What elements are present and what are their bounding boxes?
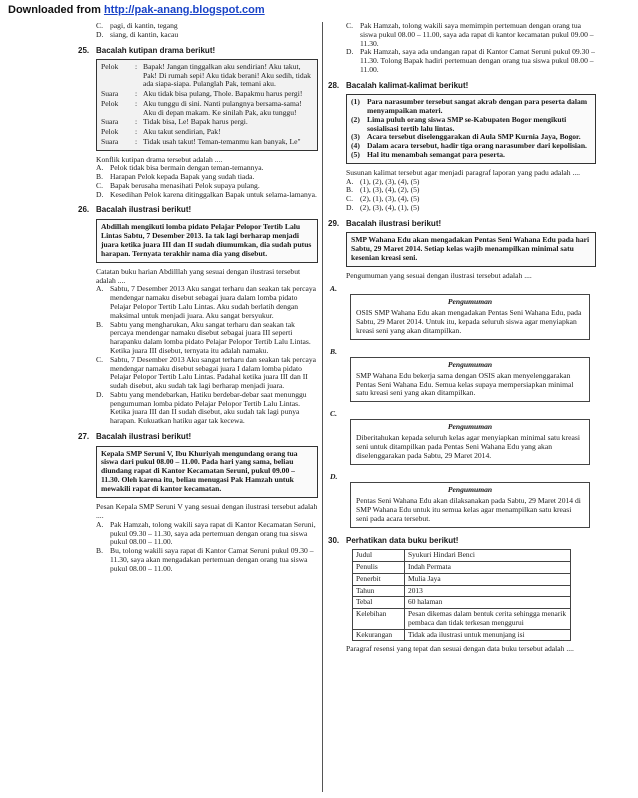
q28-sentence <box>351 116 591 134</box>
option-letter: D. <box>346 202 354 212</box>
q28-options <box>328 178 596 213</box>
book-field-label: Judul <box>353 550 405 562</box>
book-data-row <box>353 550 571 562</box>
option-letter: C. <box>96 180 103 190</box>
book-data-row <box>353 562 571 574</box>
option-text: pagi, di kantin, tegang <box>110 21 178 30</box>
book-data-row <box>353 629 571 641</box>
dialog-colon: : <box>135 62 138 72</box>
option-letter: B. <box>96 172 103 182</box>
option-text: Bu, tolong wakili saya rapat di Kantor Camat Seruni pukul 09.30 – 11.30, saya akan mengadakan pertemuan dengan orang tua siswa pukul 08.00 – 11.00. <box>110 546 314 573</box>
download-banner <box>8 4 265 16</box>
option-text: Pak Hamzah, saya ada undangan rapat di Kantor Camat Seruni pukul 09.30 – 11.30. Tolong Bapak hadiri pertemuan dengan orang tua siswa pukul 08.00 – 11.00. <box>360 47 595 74</box>
q29-illustration-text: SMP Wahana Edu akan mengadakan Pentas Seni Wahana Edu pada hari Sabtu, 29 Maret 2014. Setiap kelas wajib menampilkan minimal satu kesenian kreasi seni. <box>351 235 590 263</box>
q28-option <box>346 204 596 213</box>
q30-question: Paragraf resensi yang tepat dan sesuai dengan data buku tersebut adalah .... <box>346 644 574 654</box>
q29-options <box>328 285 596 528</box>
q27-number: 27. <box>78 432 90 442</box>
option-letter: D. <box>96 29 104 39</box>
q26-option <box>96 356 318 391</box>
q26-heading <box>78 205 318 214</box>
speaker-name: Suara <box>101 117 119 127</box>
q29-announcement-box <box>350 419 590 465</box>
announcement-title: Pengumuman <box>447 485 493 495</box>
sentence-number: (3) <box>351 132 360 142</box>
q29-announcement-box <box>350 482 590 528</box>
q28-number: 28. <box>328 80 340 90</box>
dialog-colon: : <box>135 136 138 146</box>
q26-option <box>96 391 318 426</box>
dialog-colon: : <box>135 89 138 99</box>
q27-heading <box>78 432 318 441</box>
q26-option <box>96 285 318 320</box>
q27-illustration-text: Kepala SMP Seruni V, Ibu Khuriyah mengundang orang tua siswa dari pukul 08.00 – 11.00. Pada hari yang sama, beliau diundang rapat di Kantor Kecamatan Seruni, pukul 09.00 – 11.30. Oleh karena itu, beliau menugasi Pak Hamzah untuk mewakili rapat di kantor kecamatan. <box>101 448 298 494</box>
q24-remaining-options <box>78 22 318 40</box>
book-data-row <box>353 585 571 597</box>
sentence-number: (2) <box>351 114 360 124</box>
q25-options <box>78 164 318 199</box>
sentence-text: Lima puluh orang siswa SMP se-Kabupaten Bogor mengikuti sosialisasi tertib lalu lintas. <box>367 114 567 133</box>
option-text: Sabtu, 7 Desember 2013 Aku sangat terharu dan seakan tak percaya mendengar namaku disebut sebagai juara dalam lomba pidato Pelajar Pelopor Tertib Lalu Lintas. Aku sudah berlatih dengan maksimal untuk menjadi juara. Aku sangat bersyukur. <box>110 284 317 320</box>
q27-title: Bacalah ilustrasi berikut! <box>96 432 192 442</box>
book-field-value: Pesan dikemas dalam bentuk cerita sehingga menarik pembaca dan tidak terkesan menggurui <box>405 609 571 629</box>
q25-option <box>96 191 318 200</box>
right-column <box>328 22 596 654</box>
announcement-text: Diberitahukan kepada seluruh kelas agar menyiapkan minimal satu kreasi seni untuk ditampilkan pada Pentas Seni Wahana Edu yang akan diselenggarakan pada Sabtu, 29 Maret 2014. <box>356 433 580 461</box>
q27-cont-option <box>346 22 596 48</box>
q25-title: Bacalah kutipan drama berikut! <box>96 45 216 55</box>
sentence-number: (5) <box>351 150 360 159</box>
book-field-value: 2013 <box>405 585 571 597</box>
dialog-line: Aku tunggu di sini. Nanti pulangnya bersama-sama! Aku di depan makam. Ke sinilah Pak, aku tunggu! <box>143 98 302 117</box>
option-text: Kesedihan Pelok karena ditinggalkan Bapak untuk selama-lamanya. <box>110 189 317 199</box>
option-text: (2), (1), (3), (4), (5) <box>360 194 420 204</box>
speaker-name: Suara <box>101 89 119 99</box>
sentence-text: Dalam acara tersebut, hadir tiga orang narasumber dari kepolisian. <box>367 141 587 151</box>
book-field-label: Kelebihan <box>353 609 405 629</box>
q28-sentence <box>351 151 591 160</box>
q26-option <box>96 321 318 356</box>
drama-dialog <box>101 63 313 146</box>
option-text: Pak Hamzah, tolong wakili saya rapat di Kantor Kecamatan Seruni, pukul 09.30 – 11.30, saya ada pertemuan dengan orang tua siswa pukul 08.00 – 11.00. <box>110 519 316 547</box>
announcement-text: SMP Wahana Edu bekerja sama dengan OSIS akan menyelenggarakan Pentas Seni Wahana Edu. Semua kelas supaya mempersiapkan minimal satu kreasi seni yang akan ditampilkan. <box>356 370 574 398</box>
q27-remaining-options <box>328 22 596 75</box>
q28-question: Susunan kalimat tersebut agar menjadi paragraf laporan yang padu adalah .... <box>346 167 581 177</box>
q29-option-letter: B. <box>330 346 337 356</box>
q28-title: Bacalah kalimat-kalimat berikut! <box>346 80 469 90</box>
column-divider <box>322 22 323 792</box>
q29-illustration-box <box>346 232 596 267</box>
q25-heading <box>78 46 318 55</box>
announcement-text: Pentas Seni Wahana Edu akan dilaksanakan pada Sabtu, 29 Maret 2014 di SMP Wahana Edu untuk itu semua kelas agar menampilkan satu kreasi seni pada acara tersebut. <box>356 496 581 523</box>
q27-question: Pesan Kepala SMP Seruni V yang sesuai dengan ilustrasi tersebut adalah .... <box>96 502 318 521</box>
option-text: siang, di kantin, kacau <box>110 29 179 39</box>
book-field-label: Penerbit <box>353 573 405 585</box>
option-letter: D. <box>346 47 354 57</box>
q30-title: Perhatikan data buku berikut! <box>346 535 459 545</box>
q28-sentences-box <box>346 94 596 164</box>
q29-announcement-box <box>350 294 590 340</box>
book-field-label: Tahun <box>353 585 405 597</box>
q25-question: Konflik kutipan drama tersebut adalah .... <box>96 154 223 164</box>
option-letter: B. <box>346 185 353 195</box>
option-letter: A. <box>346 176 354 186</box>
book-field-value: Tidak ada ilustrasi untuk menunjang isi <box>405 629 571 641</box>
option-text: (1), (3), (4), (2), (5) <box>360 185 420 195</box>
book-data-row <box>353 573 571 585</box>
dialog-line: Tidak bisa, Le! Bapak harus pergi. <box>143 117 248 127</box>
q29-option-letter: A. <box>330 283 337 293</box>
q25-drama-box <box>96 59 318 150</box>
option-text: Sabtu yang mengharukan, Aku sangat terharu dan seakan tak percaya mendengar namaku disebut sebagai juara III seperti harapanku dalam lomba pidato Pelajar Pelopor Tertib Lalu Lintas. Ketika juara III disebut, ternyata itu adalah namaku. <box>110 319 311 355</box>
option-letter: A. <box>96 519 104 529</box>
option-letter: C. <box>96 354 103 364</box>
option-text: (2), (3), (4), (1), (5) <box>360 202 420 212</box>
book-field-label: Tebal <box>353 597 405 609</box>
dialog-line: Bapak! Jangan tinggalkan aku sendirian! Aku takut, Pak! Di rumah sepi! Aku tidak berani! Aku sedih, tidak ada siapa-siapa. Pulanglah Pak, temani aku. <box>143 62 311 89</box>
dialog-line: Aku tidak bisa pulang, Thole. Bapakmu harus pergi! <box>143 89 303 99</box>
exam-page <box>78 22 598 792</box>
dialog-colon: : <box>135 98 138 108</box>
dialog-colon: : <box>135 117 138 127</box>
q26-illustration-text: Abdillah mengikuti lomba pidato Pelajar Pelopor Tertib Lalu Lintas Sabtu, 7 Desember 2013. Ia tak lagi berharap menjadi juara ketika juara III dan II sudah diumumkan, dia sudah putus harapan. Ternyata terakhir nama dia yang disebut. <box>101 221 312 258</box>
option-letter: D. <box>96 189 104 199</box>
book-data-row <box>353 597 571 609</box>
q29-announcement-box <box>350 357 590 403</box>
q27-options <box>78 521 318 574</box>
option-text: Sabtu yang mendebarkan, Hatiku berdebar-debar saat menunggu pengumuman lomba pidato Pelajar Pelopor Tertib Lalu Lintas. Ketika juara III dan II sudah disebut, aku sudah tak lagi punya harapan. Kukuatkan hatiku agar tak kecewa. <box>110 389 307 426</box>
book-field-value: 60 halaman <box>405 597 571 609</box>
download-link[interactable]: http://pak-anang.blogspot.com <box>103 4 265 16</box>
option-letter: B. <box>96 546 103 556</box>
dialog-colon: : <box>135 127 138 137</box>
book-field-label: Kekurangan <box>353 629 405 641</box>
q26-question: Catatan buku harian Abdilllah yang sesuai dengan ilustrasi tersebut adalah .... <box>96 266 301 285</box>
book-field-value: Mulia Jaya <box>405 573 571 585</box>
dialog-line: Tidak usah takut! Teman-temanmu kan banyak, Le" <box>143 136 301 146</box>
book-field-value: Indah Permata <box>405 562 571 574</box>
q30-number: 30. <box>328 535 340 545</box>
book-data-row <box>353 609 571 629</box>
q27-cont-option <box>346 48 596 74</box>
q26-title: Bacalah ilustrasi berikut! <box>96 205 192 215</box>
speaker-name: Pelok <box>101 98 119 108</box>
q29-option-letter: D. <box>330 472 338 482</box>
q29-title: Bacalah ilustrasi berikut! <box>346 218 442 228</box>
q26-number: 26. <box>78 205 90 215</box>
q25-number: 25. <box>78 45 90 55</box>
q29-question: Pengumuman yang sesuai dengan ilustrasi tersebut adalah .... <box>346 271 532 281</box>
sentence-text: Acara tersebut diselenggarakan di Aula SMP Kurnia Jaya, Bogor. <box>367 132 581 142</box>
book-field-value: Syukuri Hindari Benci <box>405 550 571 562</box>
option-letter: A. <box>96 284 104 294</box>
q29-option-letter: C. <box>330 409 337 419</box>
option-letter: B. <box>96 319 103 329</box>
option-letter: C. <box>346 194 353 204</box>
q28-sentence-list <box>351 98 591 160</box>
option-text: (1), (2), (3), (4), (5) <box>360 176 420 186</box>
speaker-name: Pelok <box>101 62 119 72</box>
q30-heading <box>328 536 596 545</box>
option-text: Sabtu, 7 Desember 2013 Aku sangat terharu dan seakan tak percaya mendengar namaku disebut sebagai juara I dalam lomba pidato Pelajar Pelopor Tertib Lalu Lintas. Padahal ketika juara III dan II sudah disebut, aku sudah tak lagi berharap menjadi juara. <box>110 354 317 391</box>
sentence-number: (1) <box>351 97 360 107</box>
announcement-title: Pengumuman <box>447 296 493 306</box>
q27-option <box>96 547 318 573</box>
q27-option <box>96 521 318 547</box>
sentence-number: (4) <box>351 141 360 151</box>
option-text: Pelok tidak bisa bermain dengan teman-temannya. <box>110 163 264 173</box>
q29-number: 29. <box>328 218 340 228</box>
option-letter: C. <box>346 21 353 30</box>
q26-options <box>78 285 318 426</box>
book-field-label: Penulis <box>353 562 405 574</box>
q26-illustration-box <box>96 219 318 263</box>
q27-illustration-box <box>96 446 318 499</box>
q28-sentence <box>351 98 591 116</box>
q29-heading <box>328 219 596 228</box>
option-text: Bapak berusaha menasihati Pelok supaya pulang. <box>110 180 260 190</box>
q24-option <box>96 31 318 40</box>
sentence-text: Hal itu menambah semangat para peserta. <box>367 150 505 159</box>
option-text: Harapan Pelok kepada Bapak yang sudah tiada. <box>110 172 255 182</box>
speaker-name: Pelok <box>101 127 119 137</box>
announcement-title: Pengumuman <box>447 422 493 432</box>
announcement-title: Pengumuman <box>447 359 493 369</box>
book-data-table <box>352 549 571 641</box>
sentence-text: Para narasumber tersebut sangat akrab dengan para peserta dalam menyampaikan materi. <box>367 97 588 116</box>
option-letter: C. <box>96 21 103 30</box>
option-text: Pak Hamzah, tolong wakili saya memimpin pertemuan dengan orang tua siswa pukul 08.00 – 11.00, saya ada rapat di kantor kecamatan pukul 09.00 – 11.30. <box>360 21 594 48</box>
announcement-text: OSIS SMP Wahana Edu akan mengadakan Pentas Seni Wahana Edu, pada Sabtu, 29 Maret 2014. Untuk itu, kepada seluruh siswa agar menyiapkan kreasi seni yang akan ditampilkan. <box>356 307 582 335</box>
option-letter: A. <box>96 163 104 173</box>
option-letter: D. <box>96 389 104 399</box>
download-prefix: Downloaded from <box>8 4 104 16</box>
left-column <box>78 22 318 574</box>
q28-heading <box>328 81 596 90</box>
dialog-line: Aku takut sendirian, Pak! <box>143 127 221 137</box>
speaker-name: Suara <box>101 136 119 146</box>
